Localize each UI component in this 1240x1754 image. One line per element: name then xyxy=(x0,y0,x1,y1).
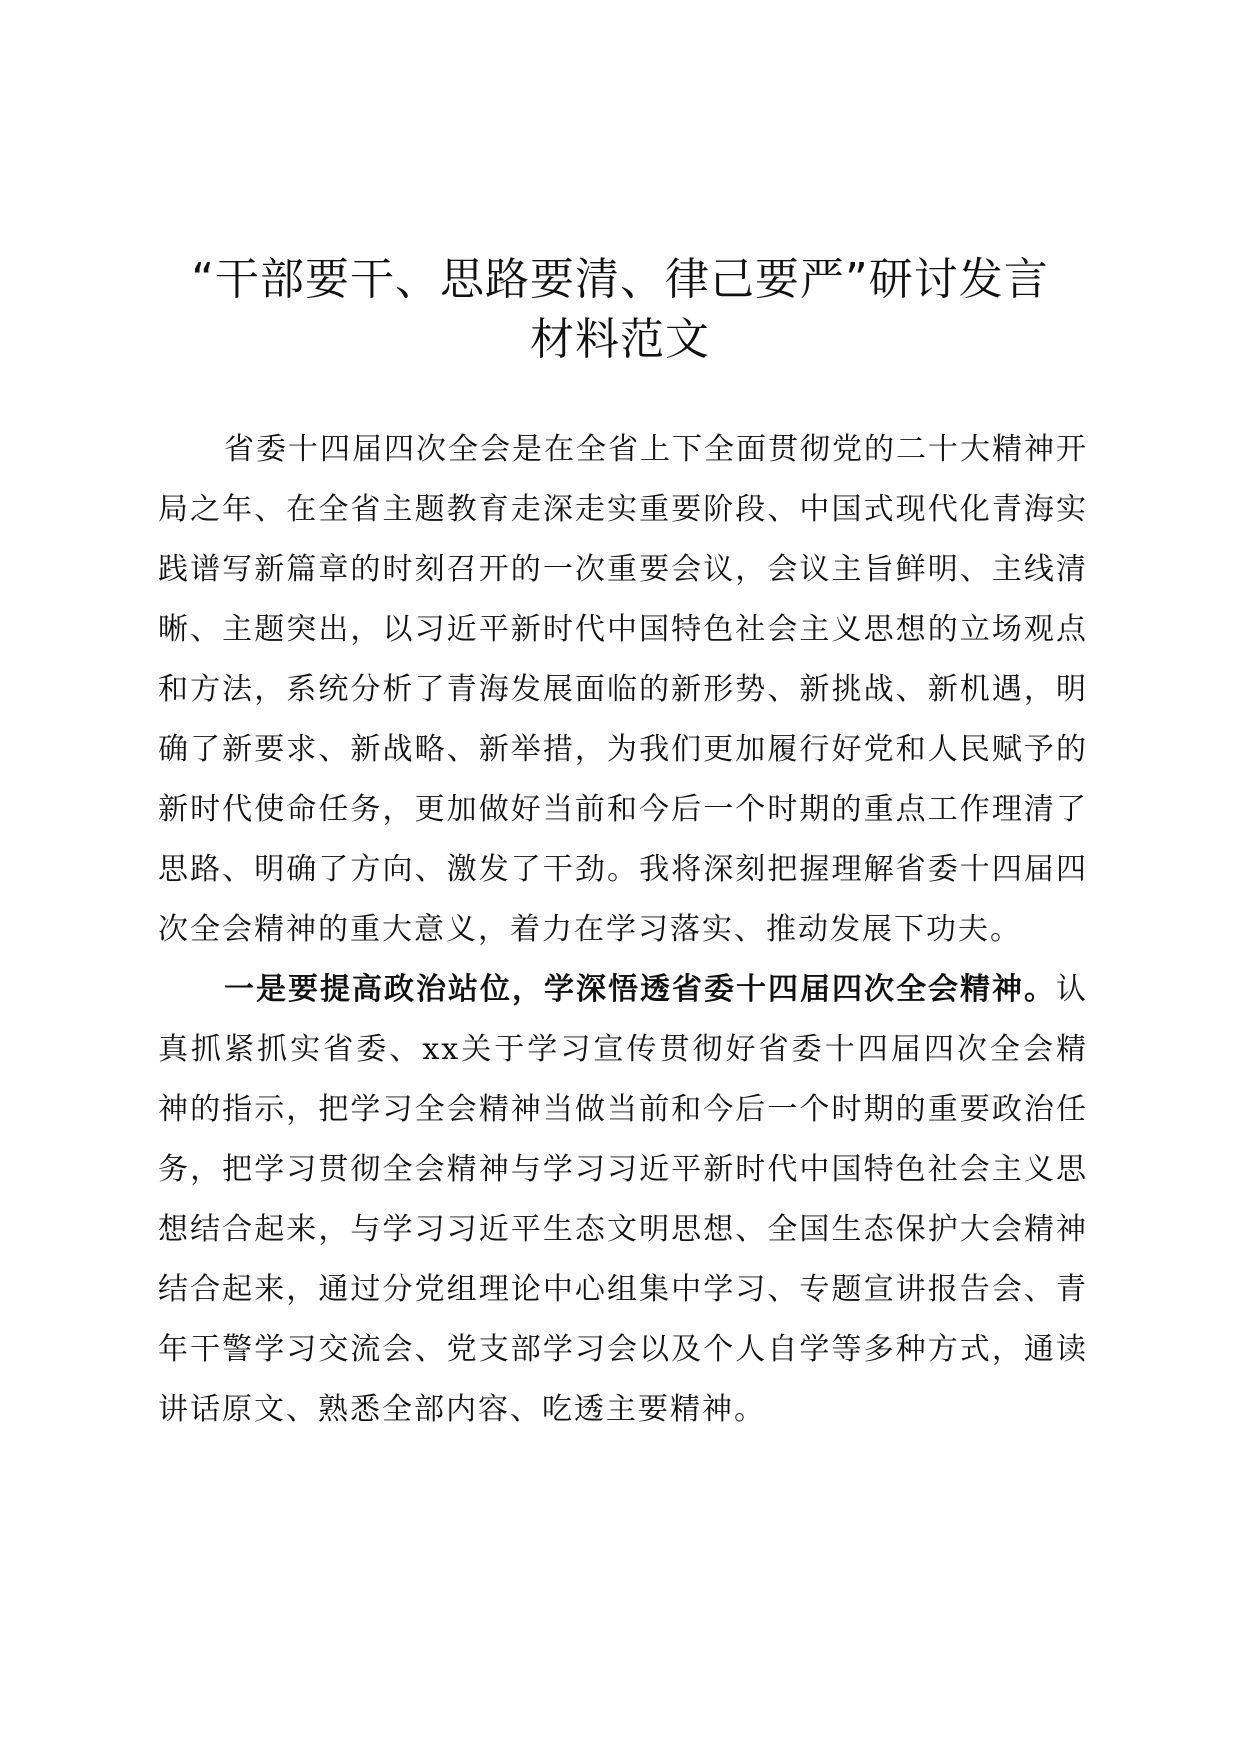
title-line-2: 材料范文 xyxy=(530,314,710,365)
paragraph-point-one-heading: 一是要提高政治站位，学深悟透省委十四届四次全会精神。 xyxy=(224,972,1056,1007)
document-body xyxy=(158,420,1088,1440)
paragraph-point-one-text: 认真抓紧抓实省委、xx关于学习宣传贯彻好省委十四届四次全会精神的指示，把学习全会精神当做当前和今后一个时期的重要政治任务，把学习贯彻全会精神与学习习近平新时代中国特色社会主义思想结合起来，与学习习近平生态文明思想、全国生态保护大会精神结合起来，通过分党组理论中心组集中学习、专题宣讲报告会、青年干警学习交流会、党支部学习会以及个人自学等多种方式，通读讲话原文、熟悉全部内容、吃透主要精神。 xyxy=(158,972,1088,1427)
paragraph-point-one xyxy=(158,960,1088,1440)
paragraph-intro: 省委十四届四次全会是在全省上下全面贯彻党的二十大精神开局之年、在全省主题教育走深走实重要阶段、中国式现代化青海实践谱写新篇章的时刻召开的一次重要会议，会议主旨鲜明、主线清晰、主题突出，以习近平新时代中国特色社会主义思想的立场观点和方法，系统分析了青海发展面临的新形势、新挑战、新机遇，明确了新要求、新战略、新举措，为我们更加履行好党和人民赋予的新时代使命任务，更加做好当前和今后一个时期的重点工作理清了思路、明确了方向、激发了干劲。我将深刻把握理解省委十四届四次全会精神的重大意义，着力在学习落实、推动发展下功夫。 xyxy=(158,432,1088,947)
title-line-1: “干部要干、思路要清、律己要严”研讨发言 xyxy=(191,254,1049,305)
document-title xyxy=(150,250,1090,370)
